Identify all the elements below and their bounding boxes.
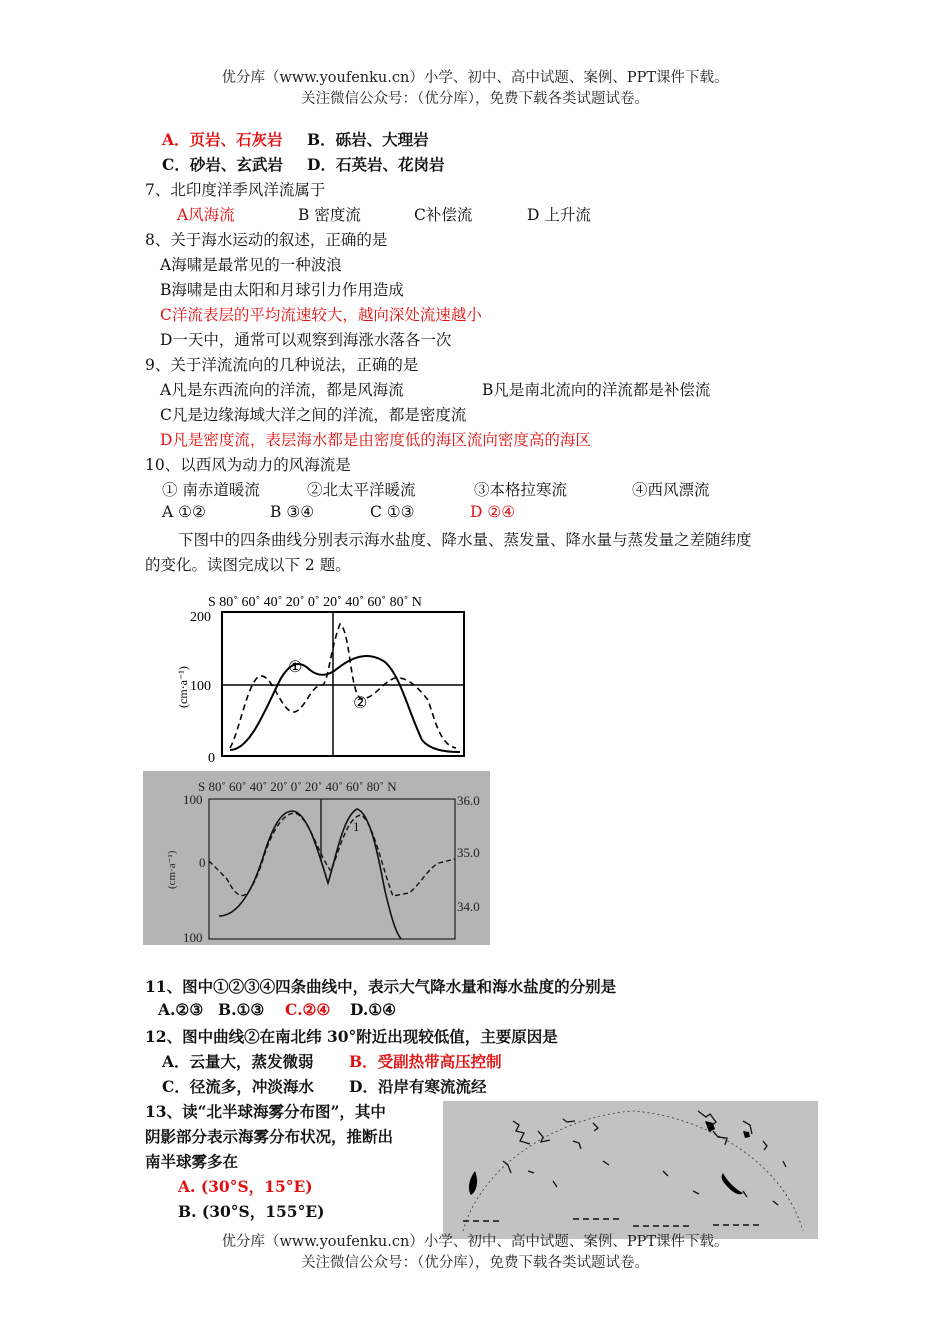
chart2-label-1: 1	[353, 819, 360, 834]
chart1-lat-labels: S 80˚ 60˚ 40˚ 20˚ 0˚ 20˚ 40˚ 60˚ 80˚ N	[208, 595, 422, 610]
q7-option-c: C补偿流	[414, 206, 473, 224]
q10-item-4: ④西风漂流	[632, 481, 710, 499]
q10-option-c: C ①③	[370, 503, 415, 521]
q12-stem: 12、图中曲线②在南北纬 30°附近出现较低值，主要原因是	[145, 1027, 558, 1046]
footer-line-1: 优分库（www.youfenku.cn）小学、初中、高中试题、案例、PPT课件下载。	[221, 1234, 729, 1250]
q7-option-a: A风海流	[177, 206, 235, 224]
chart2-unit: (cm·a⁻¹)	[166, 850, 178, 889]
q10-option-d: D ②④	[470, 503, 516, 521]
q12-option-d: D．沿岸有寒流流经	[349, 1077, 487, 1096]
q13-line-2: 阴影部分表示海雾分布状况，推断出	[145, 1127, 394, 1146]
q6-option-a: A．页岩、石灰岩	[162, 130, 283, 149]
q7-stem: 7、北印度洋季风洋流属于	[145, 181, 326, 199]
q11-option-b: B.①③	[218, 1000, 265, 1019]
q9-option-d: D凡是密度流，表层海水都是由密度低的海区流向密度高的海区	[160, 431, 591, 449]
q8-option-a: A海啸是最常见的一种波浪	[160, 256, 342, 274]
q7-option-b: B 密度流	[298, 206, 361, 224]
q10-option-b: B ③④	[270, 503, 315, 521]
q11-option-d: D.①④	[350, 1000, 397, 1019]
footer-line-2: 关注微信公众号：（优分库），免费下载各类试题试卷。	[301, 1255, 649, 1271]
q6-option-c: C．砂岩、玄武岩	[162, 155, 283, 174]
q10-item-2: ②北太平洋暖流	[307, 481, 416, 499]
chart1-label-1: ①	[288, 657, 303, 676]
chart2-lat-labels: S 80˚ 60˚ 40˚ 20˚ 0˚ 20˚ 40˚ 60˚ 80˚ N	[198, 779, 397, 794]
chart1-y100: 100	[190, 679, 211, 694]
chart2-y0: 0	[199, 855, 206, 870]
chart1-y200: 200	[190, 610, 211, 625]
q6-option-b: B．砾岩、大理岩	[307, 130, 429, 149]
chart2-ym100: 100	[183, 930, 203, 945]
q8-stem: 8、关于海水运动的叙述，正确的是	[145, 231, 388, 249]
chart1-y0: 0	[208, 751, 215, 765]
q9-option-c: C凡是边缘海域大洋之间的洋流，都是密度流	[160, 406, 467, 424]
q12-option-c: C．径流多，冲淡海水	[162, 1077, 314, 1096]
q10-item-3: ③本格拉寒流	[474, 481, 568, 499]
q11-option-c: C.②④	[285, 1000, 331, 1019]
q8-option-b: B海啸是由太阳和月球引力作用造成	[160, 281, 404, 299]
q7-option-d: D 上升流	[527, 206, 591, 224]
q13-option-b: B. (30°S，155°E)	[178, 1202, 325, 1221]
chart2-y100: 100	[183, 792, 203, 807]
chart-salinity	[143, 771, 490, 945]
chart1-frame	[222, 612, 464, 756]
chart2-r35: 35.0	[457, 845, 480, 860]
chart-precip-evap	[160, 590, 480, 765]
q12-option-a: A．云量大，蒸发微弱	[162, 1052, 314, 1071]
q10-option-a: A ①②	[162, 503, 206, 521]
chart2-r34: 34.0	[457, 899, 480, 914]
q13-line-1: 13、读“北半球海雾分布图”，其中	[145, 1102, 386, 1121]
q13-option-a: A. (30°S，15°E)	[178, 1177, 313, 1196]
header-line-2: 关注微信公众号：（优分库），免费下载各类试题试卷。	[301, 91, 649, 107]
q6-option-d: D．石英岩、花岗岩	[307, 155, 445, 174]
map-background	[443, 1101, 818, 1239]
intro-line-2: 的变化。读图完成以下 2 题。	[145, 556, 351, 574]
q12-option-b: B．受副热带高压控制	[349, 1052, 502, 1071]
q10-stem: 10、以西风为动力的风海流是	[145, 456, 351, 474]
q11-option-a: A.②③	[158, 1000, 204, 1019]
q10-item-1: ① 南赤道暖流	[162, 481, 260, 499]
chart1-unit: (cm·a⁻¹)	[176, 666, 190, 708]
q9-option-a: A凡是东西流向的洋流，都是风海流	[160, 381, 404, 399]
q13-line-3: 南半球雾多在	[145, 1152, 239, 1171]
q8-option-c: C洋流表层的平均流速较大，越向深处流速越小	[160, 306, 482, 324]
header-line-1: 优分库（www.youfenku.cn）小学、初中、高中试题、案例、PPT课件下载。	[221, 70, 729, 86]
intro-line-1: 下图中的四条曲线分别表示海水盐度、降水量、蒸发量、降水量与蒸发量之差随纬度	[178, 531, 752, 549]
q11-stem: 11、图中①②③④四条曲线中，表示大气降水量和海水盐度的分别是	[145, 977, 617, 996]
q9-option-b: B凡是南北流向的洋流都是补偿流	[482, 381, 711, 399]
sea-fog-map	[443, 1101, 818, 1239]
q8-option-d: D一天中，通常可以观察到海涨水落各一次	[160, 331, 452, 349]
q9-stem: 9、关于洋流流向的几种说法，正确的是	[145, 356, 419, 374]
chart1-label-2: ②	[353, 693, 368, 712]
chart2-r36: 36.0	[457, 793, 480, 808]
